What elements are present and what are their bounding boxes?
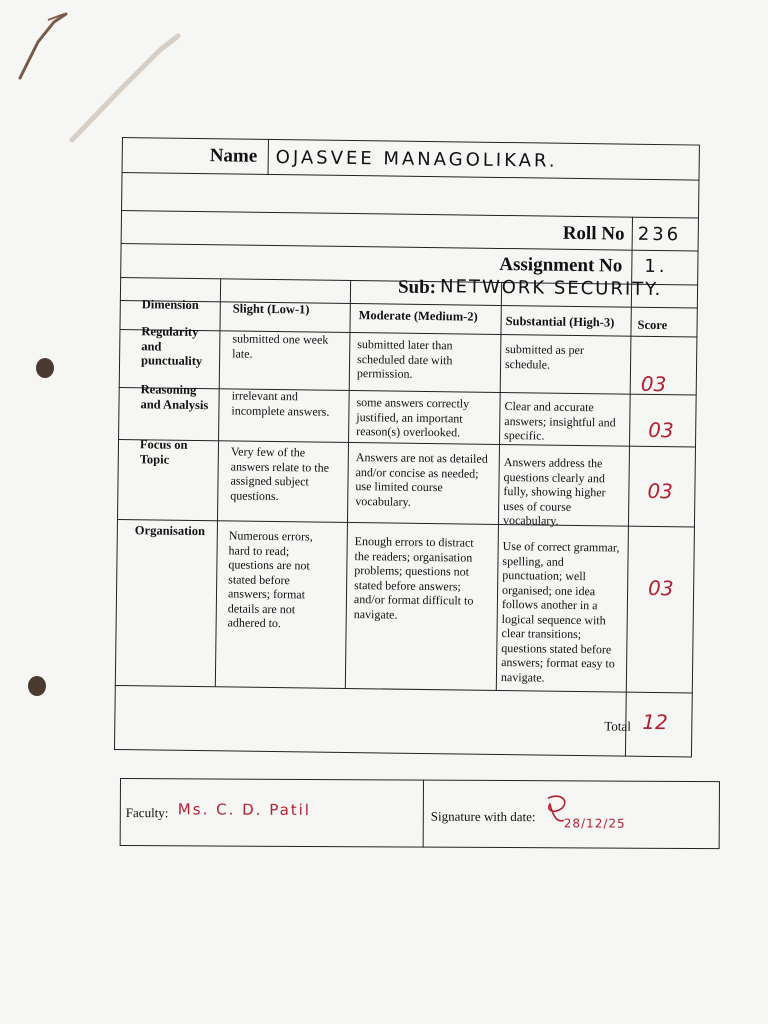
assignment-no-value: 1. xyxy=(644,255,668,278)
subject-label: Sub: xyxy=(397,276,437,299)
row-slight: irrelevant and incomplete answers. xyxy=(231,388,330,419)
total-value: 12 xyxy=(642,709,668,735)
row-moderate: submitted later than scheduled date with permission. xyxy=(356,337,453,381)
header-score: Score xyxy=(637,317,668,333)
header-slight: Slight (Low-1) xyxy=(232,301,310,317)
row-moderate: Enough errors to distract the readers; organisation problems; questions not stated before answers; and/or format difficult to navigate. xyxy=(353,534,474,622)
row-score: 03 xyxy=(647,478,674,504)
signature-label: Signature with date: xyxy=(430,808,536,825)
punch-hole-bottom xyxy=(28,676,46,696)
row-substantial: submitted as per schedule. xyxy=(504,342,584,372)
faculty-value: Ms. C. D. Patil xyxy=(177,800,312,820)
faculty-signature-box xyxy=(120,778,722,851)
row-substantial: Use of correct grammar, spelling, and punctuation; well organised; one idea follows another in a logical sequence with clear transitions; questions stated before answers; format easy to navigate. xyxy=(500,539,620,685)
faculty-label: Faculty: xyxy=(125,805,169,821)
row-moderate: Answers are not as detailed and/or concise as needed; use limited course vocabulary. xyxy=(355,450,488,509)
total-label: Total xyxy=(604,718,631,734)
roll-no-label: Roll No xyxy=(562,222,625,245)
row-score: 03 xyxy=(648,417,674,443)
row-dimension: Reasoning and Analysis xyxy=(140,382,209,412)
row-slight: Numerous errors, hard to read; questions are not stated before answers; format details are not adhered to. xyxy=(227,528,313,631)
pencil-stroke-mark xyxy=(0,0,200,160)
header-substantial: Substantial (High-3) xyxy=(505,314,615,330)
name-value: OJASVEE MANAGOLIKAR. xyxy=(275,147,558,172)
punch-hole-top xyxy=(36,358,54,378)
row-score: 03 xyxy=(640,371,667,397)
signature-date: 28/12/25 xyxy=(563,816,626,831)
row-dimension: Focus on Topic xyxy=(139,437,188,467)
subject-value: NETWORK SECURITY. xyxy=(439,276,663,301)
row-slight: submitted one week late. xyxy=(232,331,329,361)
row-dimension: Organisation xyxy=(134,523,206,539)
assignment-no-label: Assignment No xyxy=(499,253,623,277)
row-moderate: some answers correctly justified, an important reason(s) overlooked. xyxy=(356,395,470,440)
header-dimension: Dimension xyxy=(141,297,199,313)
row-slight: Very few of the answers relate to the assigned subject questions. xyxy=(230,444,330,503)
header-moderate: Moderate (Medium-2) xyxy=(358,308,478,324)
row-dimension: Regularity and punctuality xyxy=(140,324,203,369)
assessment-sheet xyxy=(114,137,712,760)
row-substantial: Answers address the questions clearly and fully, showing higher uses of course vocabulary. xyxy=(502,455,606,528)
name-label: Name xyxy=(209,145,258,167)
row-score: 03 xyxy=(647,575,674,601)
roll-no-value: 236 xyxy=(637,223,682,246)
row-substantial: Clear and accurate answers; insightful and specific. xyxy=(504,399,616,443)
